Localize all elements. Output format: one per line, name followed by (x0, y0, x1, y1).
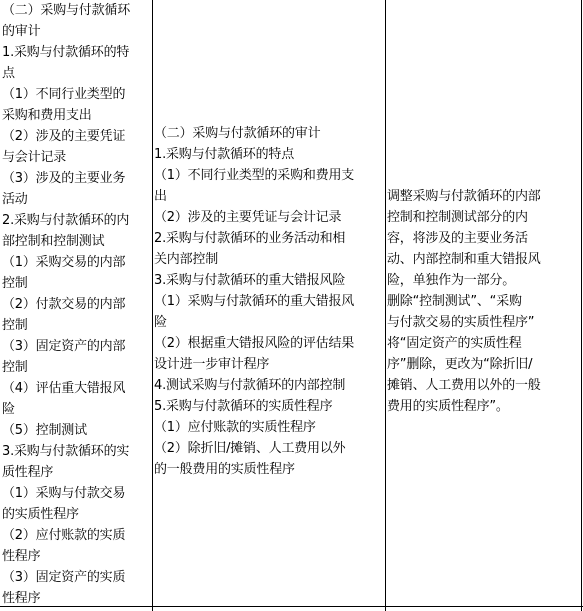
original-content-column (0, 0, 152, 611)
text-line: （2）根据重大错报风险的评估结果 (154, 336, 355, 351)
column-divider-right (385, 0, 386, 611)
text-line: 5.采购与付款循环的实质性程序 (154, 399, 333, 414)
text-line: 将“固定资产的实质性程 (387, 336, 522, 351)
text-line: （2）涉及的主要凭证 (2, 129, 126, 144)
text-line: （3）固定资产的内部 (2, 339, 126, 354)
change-notes-column (385, 0, 583, 611)
text-line: （2）付款交易的内部 (2, 297, 126, 312)
text-line: 活动 (2, 192, 28, 207)
text-line: 的审计 (2, 24, 41, 39)
text-line: 容，将涉及的主要业务活 (387, 231, 528, 246)
text-line: （3）涉及的主要业务 (2, 171, 126, 186)
text-line: 与付款交易的实质性程序” (387, 315, 535, 330)
text-line: 关内部控制 (154, 252, 219, 267)
text-line: （5）控制测试 (2, 423, 87, 438)
text-line: 1.采购与付款循环的特点 (154, 147, 295, 162)
text-line: （2）应付账款的实质 (2, 528, 126, 543)
text-line: 采购和费用支出 (2, 108, 92, 123)
text-line: 控制 (2, 318, 28, 333)
text-line: 控制和控制测试部分的内 (387, 210, 528, 225)
text-line: （二）采购与付款循环 (2, 3, 131, 18)
text-line: 控制 (2, 360, 28, 375)
text-line: （1）采购与付款交易 (2, 486, 126, 501)
text-line: 险 (2, 402, 15, 417)
text-line: 质性程序 (2, 465, 54, 480)
text-line: 3.采购与付款循环的实 (2, 444, 130, 459)
text-line: 2.采购与付款循环的内 (2, 213, 130, 228)
revised-content-column (152, 0, 385, 611)
text-line: （1）不同行业类型的 (2, 87, 126, 102)
text-line: 4.测试采购与付款循环的内部控制 (154, 378, 346, 393)
text-line: （1）不同行业类型的采购和费用支 (154, 168, 355, 183)
text-line: 控制 (2, 276, 28, 291)
text-line: （1）采购与付款循环的重大错报风 (154, 294, 355, 309)
text-line: 3.采购与付款循环的重大错报风险 (154, 273, 346, 288)
text-line: 调整采购与付款循环的内部 (387, 189, 541, 204)
column-divider-left (152, 0, 153, 611)
text-line: 的实质性程序 (2, 507, 79, 522)
text-line: 摊销、人工费用以外的一般 (387, 378, 541, 393)
text-line: 1.采购与付款循环的特 (2, 45, 130, 60)
text-line: （2）除折旧/摊销、人工费用以外 (154, 441, 346, 456)
text-line: 与会计记录 (2, 150, 67, 165)
text-line: 序”删除，更改为“除折旧/ (387, 357, 533, 372)
text-line: 险，单独作为一部分。 (387, 273, 516, 288)
text-line: （4）评估重大错报风 (2, 381, 126, 396)
text-line: 性程序 (2, 591, 41, 606)
text-line: 部控制和控制测试 (2, 234, 105, 249)
table-bottom-border (0, 606, 583, 607)
table-right-border (581, 0, 582, 611)
text-line: 删除“控制测试”、“采购 (387, 294, 522, 309)
text-line: （1）采购交易的内部 (2, 255, 126, 270)
text-line: （二）采购与付款循环的审计 (154, 126, 321, 141)
text-line: 动、内部控制和重大错报风 (387, 252, 541, 267)
text-line: 出 (154, 189, 167, 204)
text-line: 费用的实质性程序”。 (387, 399, 509, 414)
text-line: 2.采购与付款循环的业务活动和相 (154, 231, 346, 246)
text-line: 点 (2, 66, 15, 81)
text-line: （3）固定资产的实质 (2, 570, 126, 585)
text-line: 设计进一步审计程序 (154, 357, 270, 372)
text-line: 险 (154, 315, 167, 330)
text-line: 的一般费用的实质性程序 (154, 462, 295, 477)
text-line: 性程序 (2, 549, 41, 564)
text-line: （1）应付账款的实质性程序 (154, 420, 316, 435)
text-line: （2）涉及的主要凭证与会计记录 (154, 210, 342, 225)
